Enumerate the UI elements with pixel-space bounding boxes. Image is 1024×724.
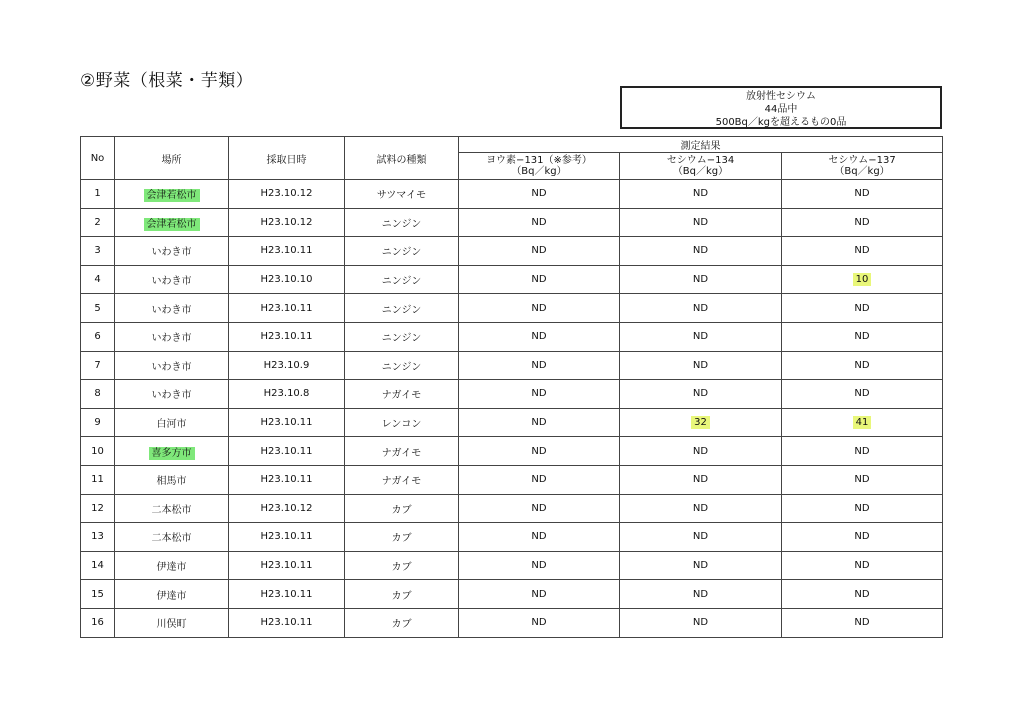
cell-place-value: いわき市 [151,333,192,345]
cell-date [229,523,345,552]
cell-cesium-134 [620,523,782,552]
cell-no-value: 8 [94,388,101,400]
cell-iodine-131 [459,265,620,294]
cell-no [81,237,115,266]
cell-cesium-134-value: ND [692,359,709,371]
cell-cesium-137 [782,294,943,323]
cell-place-value: 白河市 [156,419,187,431]
cell-no [81,294,115,323]
cell-no-value: 7 [94,359,101,371]
cell-sample-type-value: カブ [391,590,412,602]
cell-no-value: 12 [91,502,104,514]
cell-place [115,608,229,637]
header-unit: （Bq／kg） [511,166,567,177]
cell-place [115,351,229,380]
cell-no-value: 13 [91,531,104,543]
cell-date [229,580,345,609]
cell-cesium-134 [620,322,782,351]
cell-iodine-131-value: ND [531,531,547,543]
cell-no-value: 5 [94,302,101,314]
cell-cesium-137 [782,494,943,523]
cell-iodine-131-value: ND [531,216,547,228]
cell-no-value: 16 [91,617,104,629]
cell-place [115,494,229,523]
cell-cesium-137 [782,408,943,437]
cell-iodine-131-value: ND [531,560,547,572]
header-iodine-131 [459,153,620,180]
cell-cesium-134 [620,437,782,466]
cell-iodine-131-value: ND [531,474,547,486]
cell-no-value: 1 [94,188,101,200]
cell-place-value: 伊達市 [156,562,187,574]
cell-date-value: H23.10.12 [260,216,313,228]
cell-date-value: H23.10.11 [260,588,313,600]
cell-date-value: H23.10.11 [260,531,313,543]
cell-iodine-131 [459,380,620,409]
cell-cesium-134-value: ND [692,445,709,457]
cell-cesium-134-value: ND [692,331,709,343]
cell-place [115,437,229,466]
cell-date-value: H23.10.11 [260,617,313,629]
table-row [81,608,943,637]
cell-iodine-131 [459,580,620,609]
table-row [81,437,943,466]
table-row [81,208,943,237]
cell-no-value: 9 [94,417,101,429]
table-row [81,180,943,209]
cell-place [115,380,229,409]
table-row [81,322,943,351]
cell-no-value: 14 [91,560,104,572]
cell-cesium-137 [782,551,943,580]
cell-iodine-131-value: ND [531,388,547,400]
cell-place [115,322,229,351]
cell-sample-type [345,608,459,637]
header-cesium-134-label: セシウム−134 [666,155,735,166]
cell-cesium-137 [782,265,943,294]
cell-sample-type-value: カブ [391,619,412,631]
table-row [81,351,943,380]
cell-iodine-131 [459,408,620,437]
cell-sample-type-value: ナガイモ [381,390,422,402]
cell-no [81,322,115,351]
cell-cesium-134-value: 32 [691,416,710,429]
cell-no [81,208,115,237]
cell-cesium-137-value: ND [854,245,870,257]
cell-date-value: H23.10.12 [260,188,313,200]
table-row [81,465,943,494]
cell-cesium-137-value: ND [854,617,870,629]
cell-cesium-134 [620,494,782,523]
cell-iodine-131 [459,437,620,466]
cell-sample-type [345,322,459,351]
cell-place [115,580,229,609]
cell-date [229,380,345,409]
cell-no [81,408,115,437]
cell-sample-type-value: ニンジン [381,218,422,230]
cell-sample-type-value: ニンジン [381,361,422,373]
cell-no [81,437,115,466]
cell-date [229,208,345,237]
cell-cesium-137-value: ND [854,502,870,514]
cell-sample-type-value: ニンジン [381,333,422,345]
cell-sample-type-value: カブ [391,504,412,516]
header-iodine-131-label: ヨウ素−131（※参考） [486,155,592,166]
cell-sample-type [345,408,459,437]
cell-sample-type-value: カブ [391,562,412,574]
cell-iodine-131-value: ND [531,331,547,343]
cell-cesium-134 [620,608,782,637]
summary-box [620,86,942,129]
cell-place-value: いわき市 [151,304,192,316]
cell-no-value: 10 [91,445,104,457]
cell-date-value: H23.10.11 [260,560,313,572]
table-row [81,408,943,437]
cell-cesium-137-value: 10 [853,273,872,286]
header-unit: （Bq／kg） [834,166,890,177]
cell-place [115,465,229,494]
cell-no [81,180,115,209]
cell-date [229,351,345,380]
cell-cesium-137-value: ND [854,560,870,572]
cell-date-value: H23.10.8 [263,388,310,400]
table-row [81,580,943,609]
cell-cesium-134-value: ND [692,274,709,286]
cell-cesium-134-value: ND [692,560,709,572]
header-cesium-137-label: セシウム−137 [828,155,896,166]
cell-cesium-134 [620,208,782,237]
cell-place [115,408,229,437]
cell-cesium-137-value: ND [854,388,870,400]
cell-cesium-137 [782,580,943,609]
cell-place-value: 二本松市 [151,504,192,516]
cell-sample-type [345,380,459,409]
cell-cesium-134 [620,408,782,437]
cell-date-value: H23.10.11 [260,302,313,314]
cell-cesium-137-value: ND [854,216,870,228]
cell-cesium-134-value: ND [692,588,709,600]
cell-date [229,180,345,209]
cell-place [115,180,229,209]
cell-place-value: 喜多方市 [149,447,195,460]
cell-cesium-137-value: ND [854,445,870,457]
table-row [81,294,943,323]
table-row [81,551,943,580]
cell-cesium-137 [782,180,943,209]
cell-sample-type [345,351,459,380]
cell-cesium-137 [782,237,943,266]
cell-iodine-131 [459,322,620,351]
cell-cesium-137 [782,608,943,637]
cell-cesium-137 [782,380,943,409]
cell-cesium-137 [782,322,943,351]
cell-place-value: 伊達市 [156,590,187,602]
cell-no [81,608,115,637]
cell-no-value: 4 [94,274,101,286]
cell-sample-type [345,237,459,266]
cell-no-value: 11 [91,474,104,486]
summary-label: 放射性セシウム [746,91,816,102]
cell-place-value: いわき市 [151,390,192,402]
cell-place-value: 二本松市 [151,533,192,545]
cell-sample-type [345,265,459,294]
cell-cesium-137-value: ND [854,531,870,543]
cell-date-value: H23.10.10 [260,274,313,286]
cell-cesium-134 [620,465,782,494]
cell-cesium-137-value: ND [854,331,870,343]
table-body [81,180,943,638]
cell-no [81,551,115,580]
cell-date [229,294,345,323]
cell-place-value: 会津若松市 [144,189,200,202]
header-date: 採取日時 [229,137,345,180]
cell-date-value: H23.10.9 [263,359,310,371]
cell-date [229,237,345,266]
cell-cesium-134 [620,237,782,266]
cell-iodine-131-value: ND [531,302,547,314]
cell-date [229,608,345,637]
cell-cesium-134 [620,551,782,580]
cell-cesium-134-value: ND [692,216,709,228]
cell-place [115,237,229,266]
summary-threshold: 500Bq／kgを超えるもの0品 [715,117,847,128]
results-table [80,136,943,638]
cell-cesium-134 [620,265,782,294]
cell-no [81,523,115,552]
cell-sample-type-value: レンコン [381,419,422,431]
cell-place [115,523,229,552]
cell-iodine-131-value: ND [531,359,547,371]
cell-sample-type-value: ナガイモ [381,447,422,459]
cell-no-value: 15 [91,588,104,600]
cell-cesium-134-value: ND [692,474,709,486]
cell-cesium-134 [620,580,782,609]
cell-iodine-131-value: ND [531,588,547,600]
cell-cesium-134-value: ND [692,245,709,257]
cell-cesium-134-value: ND [692,388,709,400]
cell-sample-type [345,208,459,237]
cell-date [229,437,345,466]
cell-no-value: 3 [94,245,101,257]
cell-cesium-134 [620,380,782,409]
table-row [81,523,943,552]
cell-sample-type-value: ニンジン [381,276,422,288]
cell-place-value: 会津若松市 [144,218,200,231]
cell-cesium-137 [782,351,943,380]
cell-place [115,551,229,580]
table-row [81,265,943,294]
cell-date-value: H23.10.11 [260,331,313,343]
cell-cesium-137-value: ND [854,359,870,371]
cell-iodine-131 [459,465,620,494]
cell-no [81,465,115,494]
cell-no [81,380,115,409]
cell-no-value: 6 [94,331,101,343]
cell-sample-type-value: ナガイモ [381,476,422,488]
cell-sample-type-value: サツマイモ [376,190,427,202]
summary-count: 44品中 [764,104,798,115]
cell-cesium-134-value: ND [692,302,709,314]
cell-cesium-134 [620,180,782,209]
cell-place [115,208,229,237]
cell-date [229,322,345,351]
cell-no-value: 2 [94,216,101,228]
cell-date-value: H23.10.11 [260,417,313,429]
cell-date [229,408,345,437]
cell-place-value: 川俣町 [156,619,187,631]
cell-iodine-131 [459,494,620,523]
header-sample-type: 試料の種類 [345,137,459,180]
cell-cesium-134 [620,351,782,380]
cell-sample-type-value: ニンジン [381,304,422,316]
cell-date-value: H23.10.11 [260,445,313,457]
cell-no [81,494,115,523]
cell-place-value: いわき市 [151,247,192,259]
cell-sample-type [345,523,459,552]
cell-iodine-131 [459,351,620,380]
cell-date [229,265,345,294]
cell-iodine-131 [459,523,620,552]
cell-sample-type [345,551,459,580]
cell-cesium-134-value: ND [692,531,709,543]
header-no: No [81,137,115,180]
cell-iodine-131-value: ND [531,245,547,257]
cell-place-value: いわき市 [151,361,192,373]
cell-cesium-134-value: ND [692,617,709,629]
cell-place [115,265,229,294]
cell-sample-type [345,494,459,523]
header-unit: （Bq／kg） [672,166,729,177]
cell-date [229,551,345,580]
cell-place-value: 相馬市 [156,476,187,488]
cell-date-value: H23.10.11 [260,474,313,486]
cell-cesium-137-value: ND [854,588,870,600]
cell-sample-type [345,465,459,494]
cell-sample-type [345,437,459,466]
cell-sample-type [345,180,459,209]
cell-iodine-131 [459,294,620,323]
cell-iodine-131-value: ND [531,617,547,629]
cell-cesium-137 [782,208,943,237]
cell-no [81,580,115,609]
cell-sample-type [345,580,459,609]
cell-cesium-134 [620,294,782,323]
header-cesium-134 [620,153,782,180]
cell-iodine-131-value: ND [531,445,547,457]
header-cesium-137 [782,153,943,180]
header-place: 場所 [115,137,229,180]
cell-no [81,265,115,294]
header-results: 測定結果 [459,137,943,153]
cell-cesium-134-value: ND [692,502,709,514]
cell-date [229,494,345,523]
table-row [81,237,943,266]
cell-date-value: H23.10.12 [260,502,313,514]
cell-iodine-131-value: ND [531,502,547,514]
cell-cesium-137-value: ND [854,474,870,486]
table-row [81,494,943,523]
cell-sample-type-value: ニンジン [381,247,422,259]
cell-cesium-137 [782,437,943,466]
cell-iodine-131 [459,608,620,637]
cell-iodine-131 [459,237,620,266]
cell-iodine-131-value: ND [531,417,547,429]
page-title: ②野菜（根菜・芋類） [80,71,254,91]
table-row [81,380,943,409]
cell-cesium-137-value: ND [854,188,870,200]
cell-cesium-134-value: ND [692,188,709,200]
cell-iodine-131-value: ND [531,274,547,286]
cell-date [229,465,345,494]
cell-iodine-131 [459,208,620,237]
cell-sample-type [345,294,459,323]
cell-iodine-131 [459,180,620,209]
cell-cesium-137 [782,465,943,494]
cell-cesium-137-value: 41 [853,416,872,429]
cell-iodine-131-value: ND [531,188,547,200]
cell-cesium-137 [782,523,943,552]
cell-place [115,294,229,323]
cell-date-value: H23.10.11 [260,245,313,257]
cell-iodine-131 [459,551,620,580]
cell-cesium-137-value: ND [854,302,870,314]
cell-no [81,351,115,380]
cell-sample-type-value: カブ [391,533,412,545]
cell-place-value: いわき市 [151,276,192,288]
